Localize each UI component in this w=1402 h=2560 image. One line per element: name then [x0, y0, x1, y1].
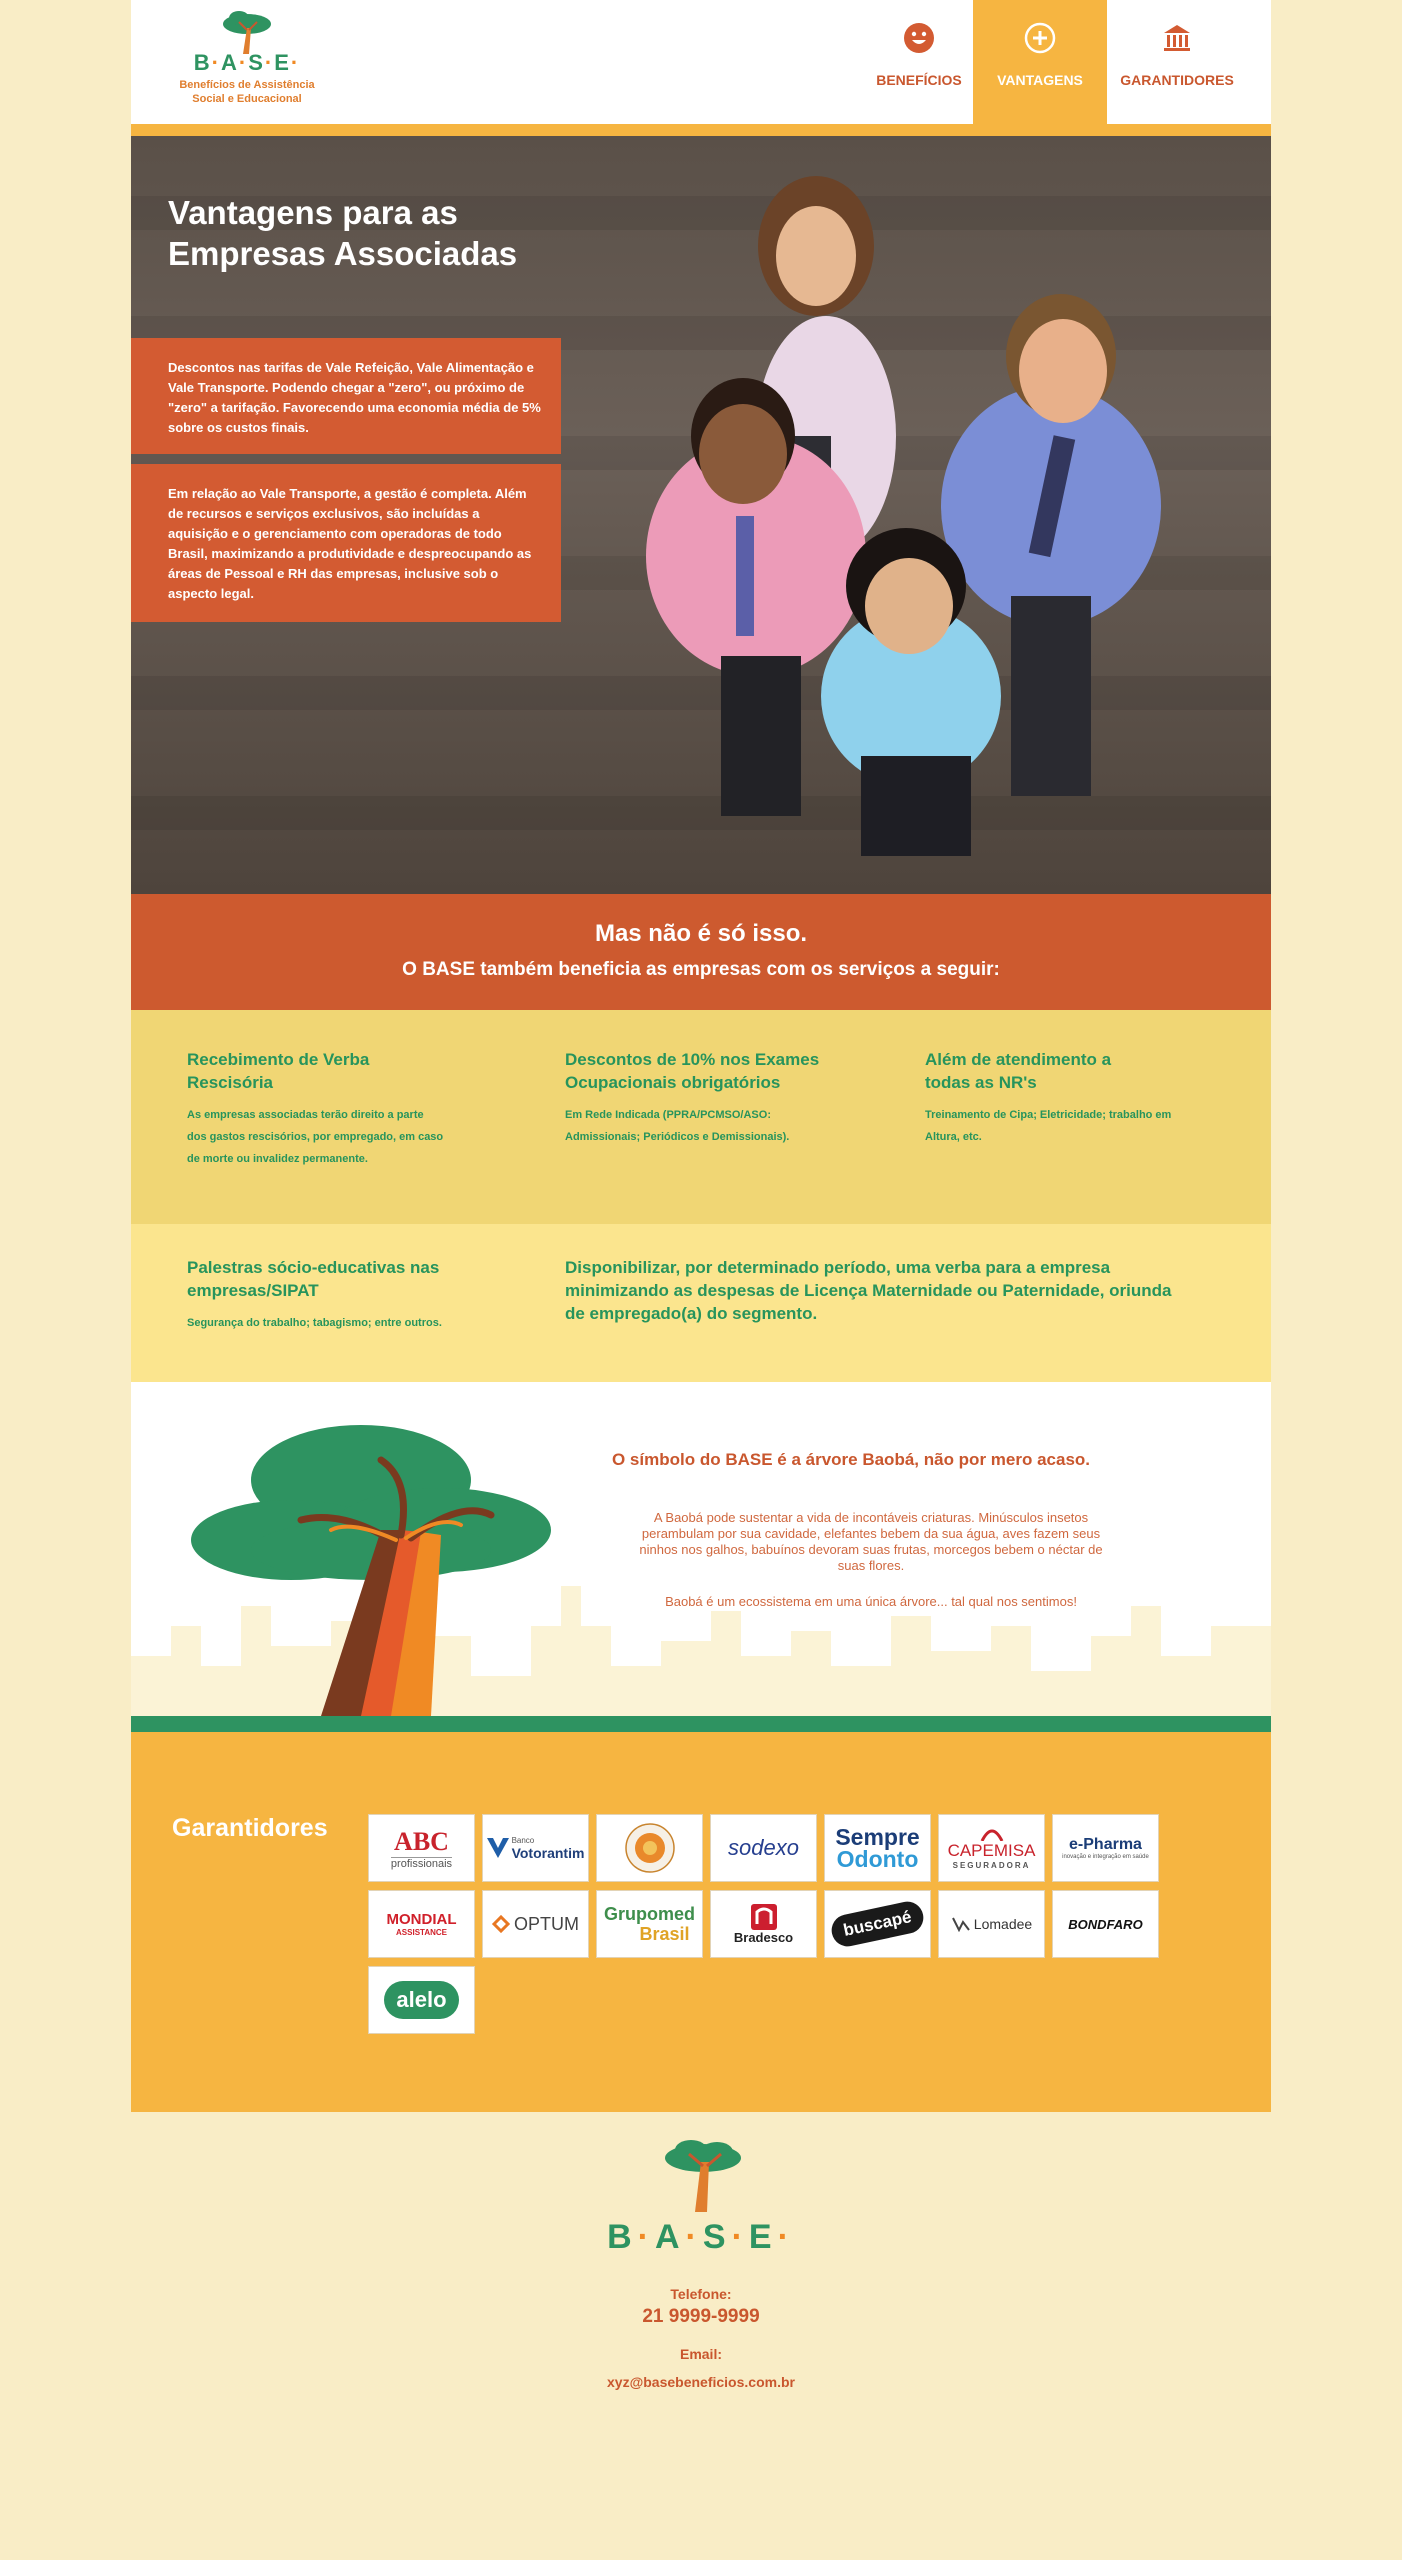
logo[interactable]	[167, 8, 327, 118]
lomadee-mark-icon	[951, 1916, 971, 1932]
hero-title	[168, 192, 588, 274]
partner-name: Lomadee	[973, 1916, 1033, 1932]
votorantim-v-icon	[487, 1838, 509, 1858]
service-title	[565, 1256, 1225, 1325]
bradesco-mark-icon	[751, 1904, 777, 1930]
smiley-icon	[903, 22, 935, 54]
partner-name: e-Pharma	[1069, 1836, 1142, 1853]
partner-name: CAPEMISA	[947, 1840, 1036, 1860]
phone-label: Telefone:	[670, 2286, 732, 2302]
service-title-line: de empregado(a) do segmento.	[565, 1304, 818, 1323]
partner-name: OPTUM	[514, 1913, 579, 1934]
partner-sub: Banco	[511, 1835, 535, 1845]
partner-logo-seal[interactable]	[596, 1814, 703, 1882]
nav-label: GARANTIDORES	[1120, 72, 1234, 88]
service-licenca	[565, 1256, 1225, 1325]
baoba-title: O símbolo do BASE é a árvore Baobá, não por mero acaso.	[611, 1450, 1091, 1469]
services-row-2	[131, 1224, 1271, 1382]
partner-name: ABC	[394, 1826, 449, 1856]
service-title-line: Disponibilizar, por determinado período, uma verba para a empresa	[565, 1258, 1111, 1277]
service-text-line: As empresas associadas terão direito a parte	[187, 1109, 424, 1121]
plus-circle-icon	[1024, 22, 1056, 54]
service-title-line: Além de atendimento a	[925, 1050, 1112, 1069]
partner-logo-capemisa[interactable]	[938, 1814, 1045, 1882]
garantidores-title: Garantidores	[172, 1814, 328, 1842]
baoba-text: A Baobá pode sustentar a vida de incontáveis criaturas. Minúsculos insetos perambulam por sua cavidade, elefantes bebem da sua água, aves fazem seus ninhos nos galhos, babuínos devoram suas frutas, morcegos bebem o néctar de suas flores.	[639, 1510, 1103, 1573]
service-title	[925, 1048, 1225, 1094]
hero-box-descontos: Descontos nas tarifas de Vale Refeição, Vale Alimentação e Vale Transporte. Podendo chegar a "zero", ou próximo de "zero" a tarifação. Favorecendo uma economia média de 5% sobre os custos finais.	[131, 338, 561, 454]
baoba-tree-icon	[221, 10, 273, 54]
baoba-tree-icon	[661, 2140, 745, 2212]
partner-logo-optum[interactable]	[482, 1890, 589, 1958]
service-title	[187, 1256, 487, 1302]
partner-logo-buscape[interactable]	[824, 1890, 931, 1958]
partner-logo-bradesco[interactable]	[710, 1890, 817, 1958]
partner-logo-abc[interactable]	[368, 1814, 475, 1882]
brand-name: B·A·S·E·	[193, 50, 301, 75]
baoba-text-2: Baobá é um ecossistema em uma única árvore... tal qual nos sentimos!	[665, 1594, 1077, 1609]
partner-name: buscapé	[829, 1899, 927, 1950]
baoba-tree-illustration	[191, 1420, 571, 1716]
header	[131, 0, 1271, 124]
partner-name: BONDFARO	[1068, 1916, 1143, 1932]
seal-logo-icon	[625, 1823, 675, 1873]
brand-subtitle-line2: Social e Educacional	[192, 93, 302, 105]
phone-value[interactable]: 21 9999-9999	[642, 2306, 760, 2327]
nav-label: VANTAGENS	[997, 72, 1083, 88]
service-title	[565, 1048, 865, 1094]
service-title-line: todas as NR's	[925, 1073, 1037, 1092]
service-text	[187, 1312, 487, 1334]
partner-logo-alelo[interactable]	[368, 1966, 475, 2034]
service-palestras	[187, 1256, 487, 1334]
partner-name: alelo	[384, 1981, 458, 2019]
banner-subtitle: O BASE também beneficia as empresas com os serviços a seguir:	[402, 959, 1000, 980]
partner-logo-mondial[interactable]	[368, 1890, 475, 1958]
hero-box-vale-transporte: Em relação ao Vale Transporte, a gestão é completa. Além de recursos e serviços exclusivos, são incluídas a aquisição e o gerenciamento com operadoras de todo Brasil, maximizando a produtividade e despreocupando as áreas de Pessoal e RH das empresas, inclusive sob o aspecto legal.	[131, 464, 561, 622]
service-text-line: Segurança do trabalho; tabagismo; entre outros.	[187, 1317, 442, 1329]
header-divider	[131, 124, 1271, 136]
partner-logo-sodexo[interactable]	[710, 1814, 817, 1882]
hero-title-line2: Empresas Associadas	[168, 235, 518, 272]
partner-sub: SEGURADORA	[952, 1860, 1031, 1870]
partner-name: Bradesco	[733, 1929, 794, 1945]
business-people-photo	[571, 136, 1271, 894]
brand-subtitle-line1: Benefícios de Assistência	[179, 79, 315, 91]
footer-brand: B·A·S·E·	[607, 2218, 795, 2256]
service-title-line: Ocupacionais obrigatórios	[565, 1073, 781, 1092]
more-services-banner	[131, 894, 1271, 1010]
partner-logo-sempre-odonto[interactable]	[824, 1814, 931, 1882]
service-text-line: Treinamento de Cipa; Eletricidade; trabalho em	[925, 1109, 1172, 1121]
service-title	[187, 1048, 487, 1094]
baoba-section	[131, 1382, 1271, 1716]
service-nrs	[925, 1048, 1225, 1148]
partner-name: MONDIAL	[386, 1911, 457, 1928]
partner-name: sodexo	[728, 1835, 799, 1860]
service-text	[187, 1104, 487, 1170]
hero-title-line1: Vantagens para as	[168, 194, 458, 231]
hero	[131, 136, 1271, 894]
service-title-line: minimizando as despesas de Licença Maternidade ou Paternidade, oriunda	[565, 1281, 1172, 1300]
nav-beneficios[interactable]	[851, 0, 987, 124]
service-title-line: empresas/SIPAT	[187, 1281, 319, 1300]
service-title-line: Descontos de 10% nos Exames	[565, 1050, 820, 1069]
email-value[interactable]: xyz@basebeneficios.com.br	[607, 2374, 795, 2390]
email-label: Email:	[679, 2346, 722, 2362]
service-text-line: de morte ou invalidez permanente.	[187, 1153, 368, 1165]
service-exames-ocupacionais	[565, 1048, 865, 1148]
partner-logo-lomadee[interactable]	[938, 1890, 1045, 1958]
partner-sub: profissionais	[390, 1857, 453, 1870]
service-text-line: Admissionais; Periódicos e Demissionais).	[565, 1131, 790, 1143]
brand-subtitle	[167, 78, 327, 106]
nav-vantagens[interactable]	[973, 0, 1107, 124]
capemisa-arch-icon	[980, 1827, 1004, 1841]
service-title-line: Rescisória	[187, 1073, 273, 1092]
nav-garantidores[interactable]	[1107, 0, 1247, 124]
banner-title: Mas não é só isso.	[594, 920, 808, 947]
service-title-line: Palestras sócio-educativas nas	[187, 1258, 440, 1277]
green-divider	[131, 1716, 1271, 1732]
garantidores-section	[131, 1732, 1271, 2112]
partner-sub: inovação e integração em saúde	[1062, 1854, 1149, 1860]
bank-icon	[1161, 22, 1193, 54]
nav-label: BENEFÍCIOS	[876, 72, 962, 88]
service-verba-rescisoria	[187, 1048, 487, 1170]
partner-logo-epharma[interactable]	[1052, 1814, 1159, 1882]
services-row-1	[131, 1010, 1271, 1224]
partner-logo-bondfaro[interactable]	[1052, 1890, 1159, 1958]
service-text-line: dos gastos rescisórios, por empregado, em caso	[187, 1131, 444, 1143]
partner-logo-votorantim[interactable]	[482, 1814, 589, 1882]
service-text-line: Altura, etc.	[925, 1131, 982, 1143]
partner-sub: ASSISTANCE	[396, 1928, 447, 1937]
service-text	[565, 1104, 865, 1148]
partner-logo-grupomed[interactable]	[596, 1890, 703, 1958]
partner-name: Sempre	[835, 1824, 920, 1850]
partner-sub: Odonto	[836, 1846, 919, 1872]
service-text	[925, 1104, 1225, 1148]
partner-sub: Brasil	[639, 1924, 690, 1944]
partner-name: Grupomed	[603, 1904, 695, 1924]
optum-mark-icon	[492, 1915, 510, 1933]
service-title-line: Recebimento de Verba	[187, 1050, 370, 1069]
partner-name: Votorantim	[511, 1844, 585, 1861]
service-text-line: Em Rede Indicada (PPRA/PCMSO/ASO:	[565, 1109, 771, 1121]
